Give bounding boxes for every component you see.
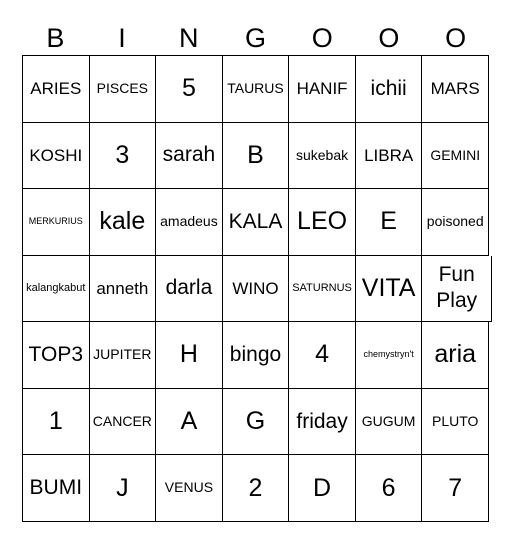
bingo-cell[interactable]: 5 (156, 56, 223, 123)
bingo-cell[interactable]: SATURNUS (289, 256, 356, 323)
bingo-cell[interactable]: B (223, 123, 290, 190)
bingo-cell[interactable]: VENUS (156, 455, 223, 522)
bingo-cell[interactable]: 3 (90, 123, 157, 190)
bingo-cell[interactable]: kale (90, 189, 157, 256)
bingo-cell[interactable]: 1 (23, 389, 90, 456)
bingo-cell[interactable]: KOSHI (23, 123, 90, 190)
bingo-cell[interactable]: PISCES (90, 56, 157, 123)
bingo-cell[interactable]: ichii (356, 56, 423, 123)
bingo-cell[interactable]: MARS (422, 56, 489, 123)
bingo-cell[interactable]: GUGUM (356, 389, 423, 456)
bingo-cell[interactable]: CANCER (90, 389, 157, 456)
bingo-cell[interactable]: bingo (223, 322, 290, 389)
bingo-cell[interactable]: TOP3 (23, 322, 90, 389)
bingo-cell[interactable]: poisoned (422, 189, 489, 256)
header-letter-o-1: O (311, 22, 333, 53)
bingo-cell[interactable]: TAURUS (223, 56, 290, 123)
bingo-cell[interactable]: kalangkabut (23, 256, 90, 323)
bingo-cell[interactable]: darla (156, 256, 223, 323)
bingo-cell[interactable]: sukebak (289, 123, 356, 190)
bingo-cell[interactable]: JUPITER (90, 322, 157, 389)
header-letter-o-2: O (378, 22, 400, 53)
bingo-grid (22, 55, 489, 522)
bingo-cell[interactable]: 4 (289, 322, 356, 389)
bingo-cell[interactable]: chemystryn't (356, 322, 423, 389)
bingo-cell[interactable]: Fun Play (422, 256, 492, 323)
bingo-cell[interactable]: amadeus (156, 189, 223, 256)
bingo-cell[interactable]: HANIF (289, 56, 356, 123)
header-letter-n: N (179, 22, 199, 53)
bingo-cell[interactable]: WINO (223, 256, 290, 323)
bingo-cell[interactable]: 6 (356, 455, 423, 522)
bingo-cell[interactable]: LIBRA (356, 123, 423, 190)
bingo-cell[interactable]: friday (289, 389, 356, 456)
bingo-cell[interactable]: MERKURIUS (23, 189, 90, 256)
bingo-cell[interactable]: G (223, 389, 290, 456)
bingo-cell[interactable]: ARIES (23, 56, 90, 123)
bingo-cell[interactable]: E (356, 189, 423, 256)
bingo-cell[interactable]: GEMINI (422, 123, 489, 190)
bingo-cell[interactable]: aria (422, 322, 489, 389)
header-letter-g: G (244, 22, 266, 53)
header-letter-o-3: O (445, 22, 467, 53)
bingo-cell[interactable]: 7 (422, 455, 489, 522)
bingo-cell[interactable]: J (90, 455, 157, 522)
bingo-cell[interactable]: H (156, 322, 223, 389)
bingo-cell[interactable]: LEO (289, 189, 356, 256)
header-letter-b: B (46, 22, 65, 53)
bingo-cell[interactable]: VITA (356, 256, 423, 323)
bingo-cell[interactable]: PLUTO (422, 389, 489, 456)
bingo-cell[interactable]: A (156, 389, 223, 456)
bingo-cell[interactable]: KALA (223, 189, 290, 256)
bingo-cell[interactable]: 2 (223, 455, 290, 522)
header-letter-i: I (118, 22, 126, 53)
bingo-cell[interactable]: sarah (156, 123, 223, 190)
bingo-header (22, 20, 489, 56)
bingo-cell[interactable]: BUMI (23, 455, 90, 522)
bingo-cell[interactable]: D (289, 455, 356, 522)
bingo-cell[interactable]: anneth (90, 256, 157, 323)
